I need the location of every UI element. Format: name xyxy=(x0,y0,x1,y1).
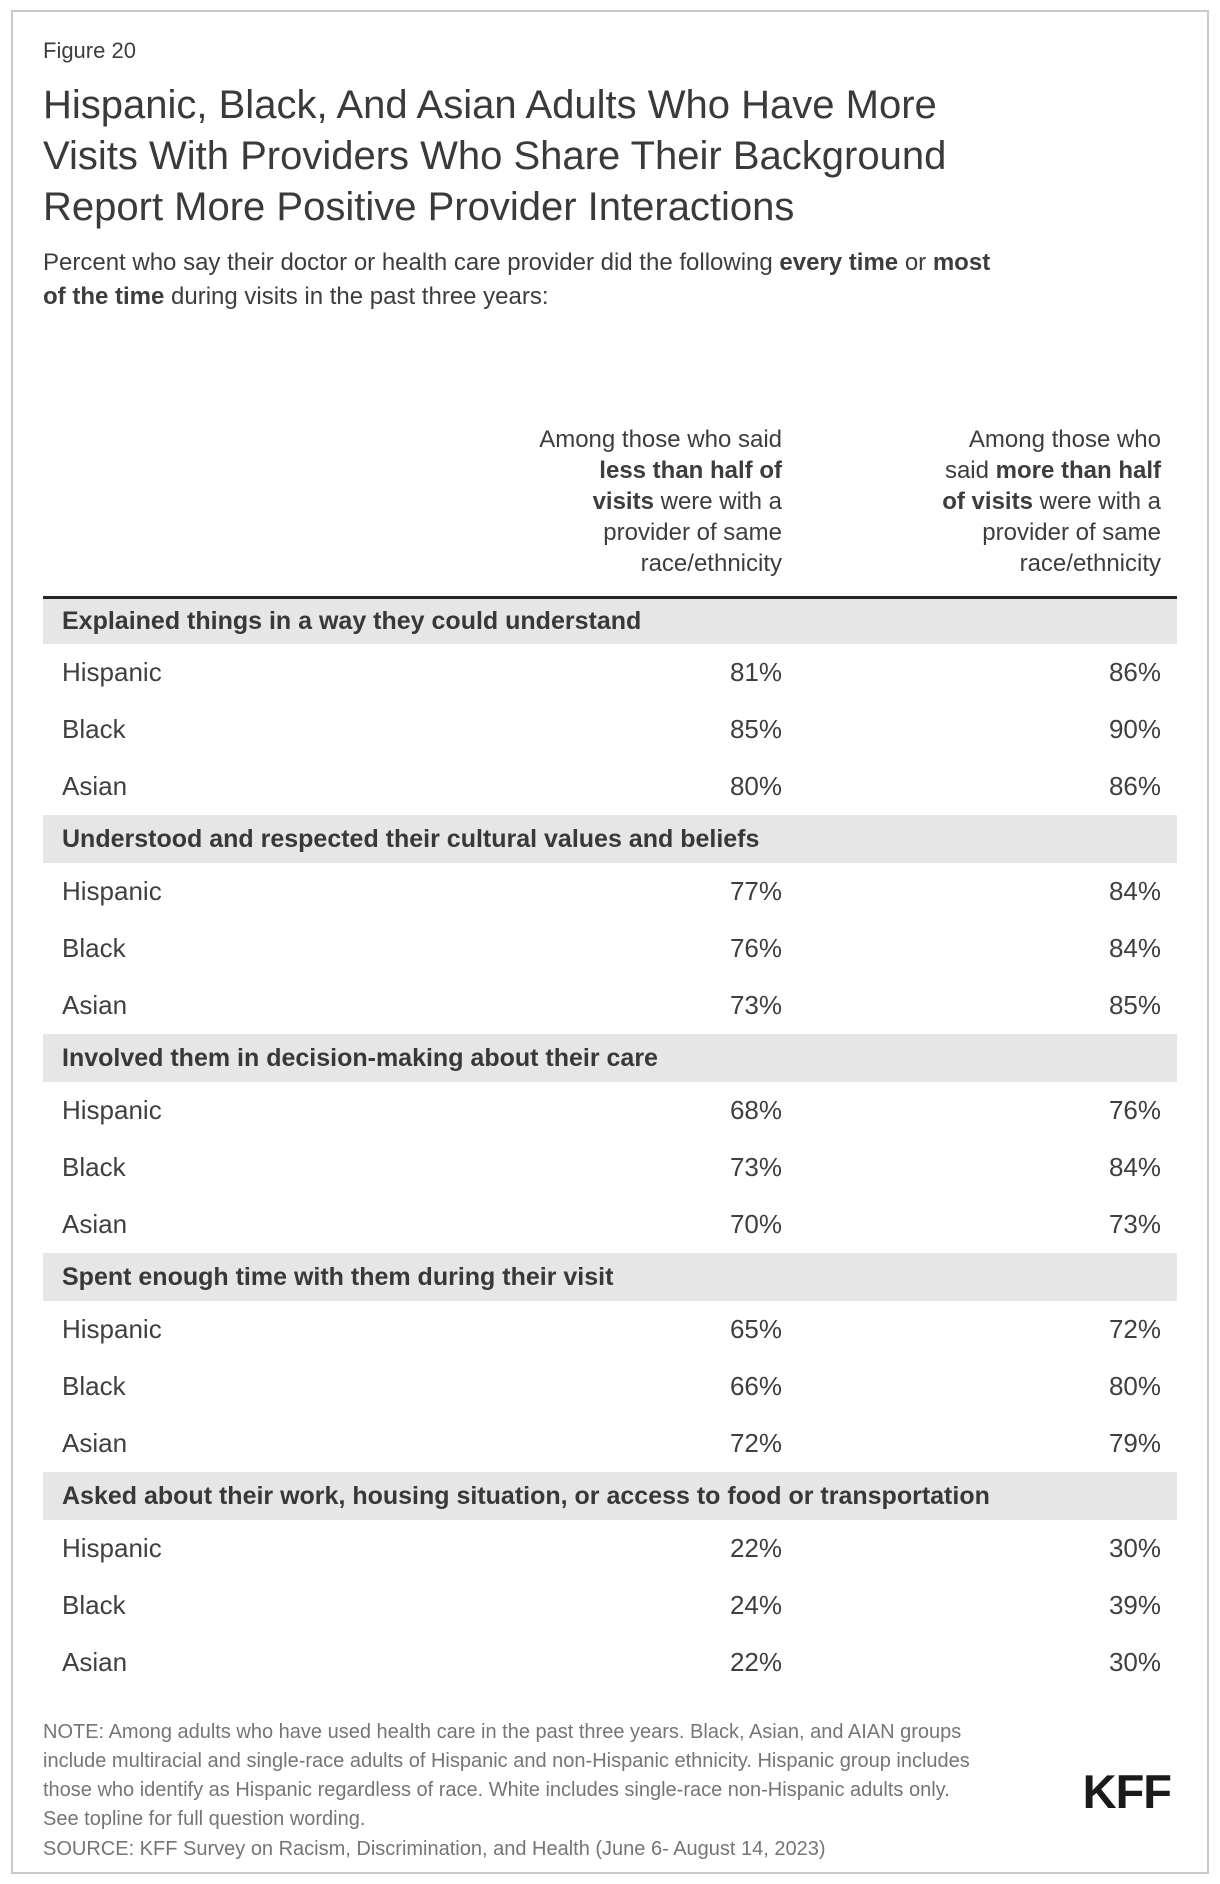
value-less-than-half: 81% xyxy=(729,657,782,687)
table-section xyxy=(43,815,1177,1034)
section-header-label: Explained things in a way they could understand xyxy=(62,607,642,635)
value-less-than-half: 73% xyxy=(729,990,782,1020)
row-label: Asian xyxy=(62,990,128,1020)
value-less-than-half: 65% xyxy=(729,1314,782,1344)
section-header-label: Spent enough time with them during their visit xyxy=(62,1262,614,1291)
value-less-than-half: 24% xyxy=(729,1590,782,1620)
table-row xyxy=(43,1139,1177,1196)
row-label: Black xyxy=(62,1152,126,1182)
table-row xyxy=(43,863,1177,920)
table-section xyxy=(43,596,1177,815)
section-header xyxy=(43,1253,1177,1301)
row-label: Black xyxy=(62,1371,126,1401)
row-label: Asian xyxy=(62,1428,128,1458)
value-less-than-half: 80% xyxy=(729,771,782,801)
figure-label: Figure 20 xyxy=(43,38,136,63)
table-row xyxy=(43,644,1177,701)
table-row xyxy=(43,1634,1177,1691)
row-label: Hispanic xyxy=(62,876,162,906)
note-text: NOTE: Among adults who have used health care in the past three years. Black, Asian, and AIAN groups include multiracial and single-race adults of Hispanic and non-Hispanic ethnicity. Hispanic group includes those who identify as Hispanic regardless of race. White includes single-race non-Hispanic adults only. See topline for full question wording. xyxy=(43,1721,970,1830)
value-more-than-half: 30% xyxy=(1108,1647,1161,1677)
table-section xyxy=(43,1253,1177,1472)
page-title: Hispanic, Black, And Asian Adults Who Have More Visits With Providers Who Share Their Background Report More Positive Provider Interactions xyxy=(43,83,947,229)
table-row xyxy=(43,1577,1177,1634)
value-more-than-half: 84% xyxy=(1108,876,1161,906)
value-less-than-half: 73% xyxy=(729,1152,782,1182)
column-header-more-than-half: Among those who said more than half of visits were with a provider of same race/ethnicity xyxy=(942,426,1161,577)
section-header-label: Asked about their work, housing situation, or access to food or transportation xyxy=(62,1481,990,1510)
table-body xyxy=(43,596,1177,1691)
table-row xyxy=(43,977,1177,1034)
table-row xyxy=(43,1358,1177,1415)
value-less-than-half: 22% xyxy=(729,1533,782,1563)
row-label: Asian xyxy=(62,1647,128,1677)
row-label: Hispanic xyxy=(62,1095,162,1125)
section-header xyxy=(43,1034,1177,1082)
value-more-than-half: 30% xyxy=(1108,1533,1161,1563)
row-label: Hispanic xyxy=(62,1533,162,1563)
value-more-than-half: 72% xyxy=(1108,1314,1161,1344)
value-more-than-half: 90% xyxy=(1108,714,1161,744)
value-less-than-half: 77% xyxy=(729,876,782,906)
value-less-than-half: 66% xyxy=(729,1371,782,1401)
table-row xyxy=(43,1301,1177,1358)
row-label: Hispanic xyxy=(62,1314,162,1344)
value-more-than-half: 80% xyxy=(1108,1371,1161,1401)
column-header-less-than-half: Among those who said less than half of visits were with a provider of same race/ethnicity xyxy=(539,426,782,577)
table-section xyxy=(43,1034,1177,1253)
value-more-than-half: 79% xyxy=(1108,1428,1161,1458)
value-less-than-half: 68% xyxy=(729,1095,782,1125)
value-more-than-half: 84% xyxy=(1108,1152,1161,1182)
table-section xyxy=(43,1472,1177,1691)
value-less-than-half: 76% xyxy=(729,933,782,963)
figure-footer xyxy=(43,1718,1177,1864)
section-header-label: Understood and respected their cultural values and beliefs xyxy=(62,824,760,853)
row-label: Hispanic xyxy=(62,657,162,687)
figure-subtitle: Percent who say their doctor or health care provider did the following every time or most of the time during visits in the past three years: xyxy=(43,249,991,310)
value-more-than-half: 85% xyxy=(1108,990,1161,1020)
table-row xyxy=(43,758,1177,815)
table-row xyxy=(43,701,1177,758)
row-label: Black xyxy=(62,714,126,744)
section-header xyxy=(43,1472,1177,1520)
value-less-than-half: 85% xyxy=(729,714,782,744)
row-label: Black xyxy=(62,1590,126,1620)
row-label: Asian xyxy=(62,771,128,801)
table-row xyxy=(43,1082,1177,1139)
value-more-than-half: 39% xyxy=(1108,1590,1161,1620)
kff-logo: KFF xyxy=(1082,1765,1171,1818)
figure-card xyxy=(11,10,1209,1874)
table-row xyxy=(43,1196,1177,1253)
source-text: SOURCE: KFF Survey on Racism, Discrimination, and Health (June 6- August 14, 2023) xyxy=(43,1838,826,1860)
value-more-than-half: 73% xyxy=(1108,1209,1161,1239)
row-label: Asian xyxy=(62,1209,128,1239)
table-row xyxy=(43,920,1177,977)
section-header xyxy=(43,596,1177,644)
section-header-label: Involved them in decision-making about their care xyxy=(62,1043,658,1072)
value-more-than-half: 86% xyxy=(1108,657,1161,687)
value-less-than-half: 22% xyxy=(729,1647,782,1677)
row-label: Black xyxy=(62,933,126,963)
column-headers xyxy=(43,424,1177,581)
value-less-than-half: 70% xyxy=(729,1209,782,1239)
value-more-than-half: 84% xyxy=(1108,933,1161,963)
value-more-than-half: 86% xyxy=(1108,771,1161,801)
value-more-than-half: 76% xyxy=(1108,1095,1161,1125)
section-header xyxy=(43,815,1177,863)
table-row xyxy=(43,1520,1177,1577)
value-less-than-half: 72% xyxy=(729,1428,782,1458)
table-row xyxy=(43,1415,1177,1472)
